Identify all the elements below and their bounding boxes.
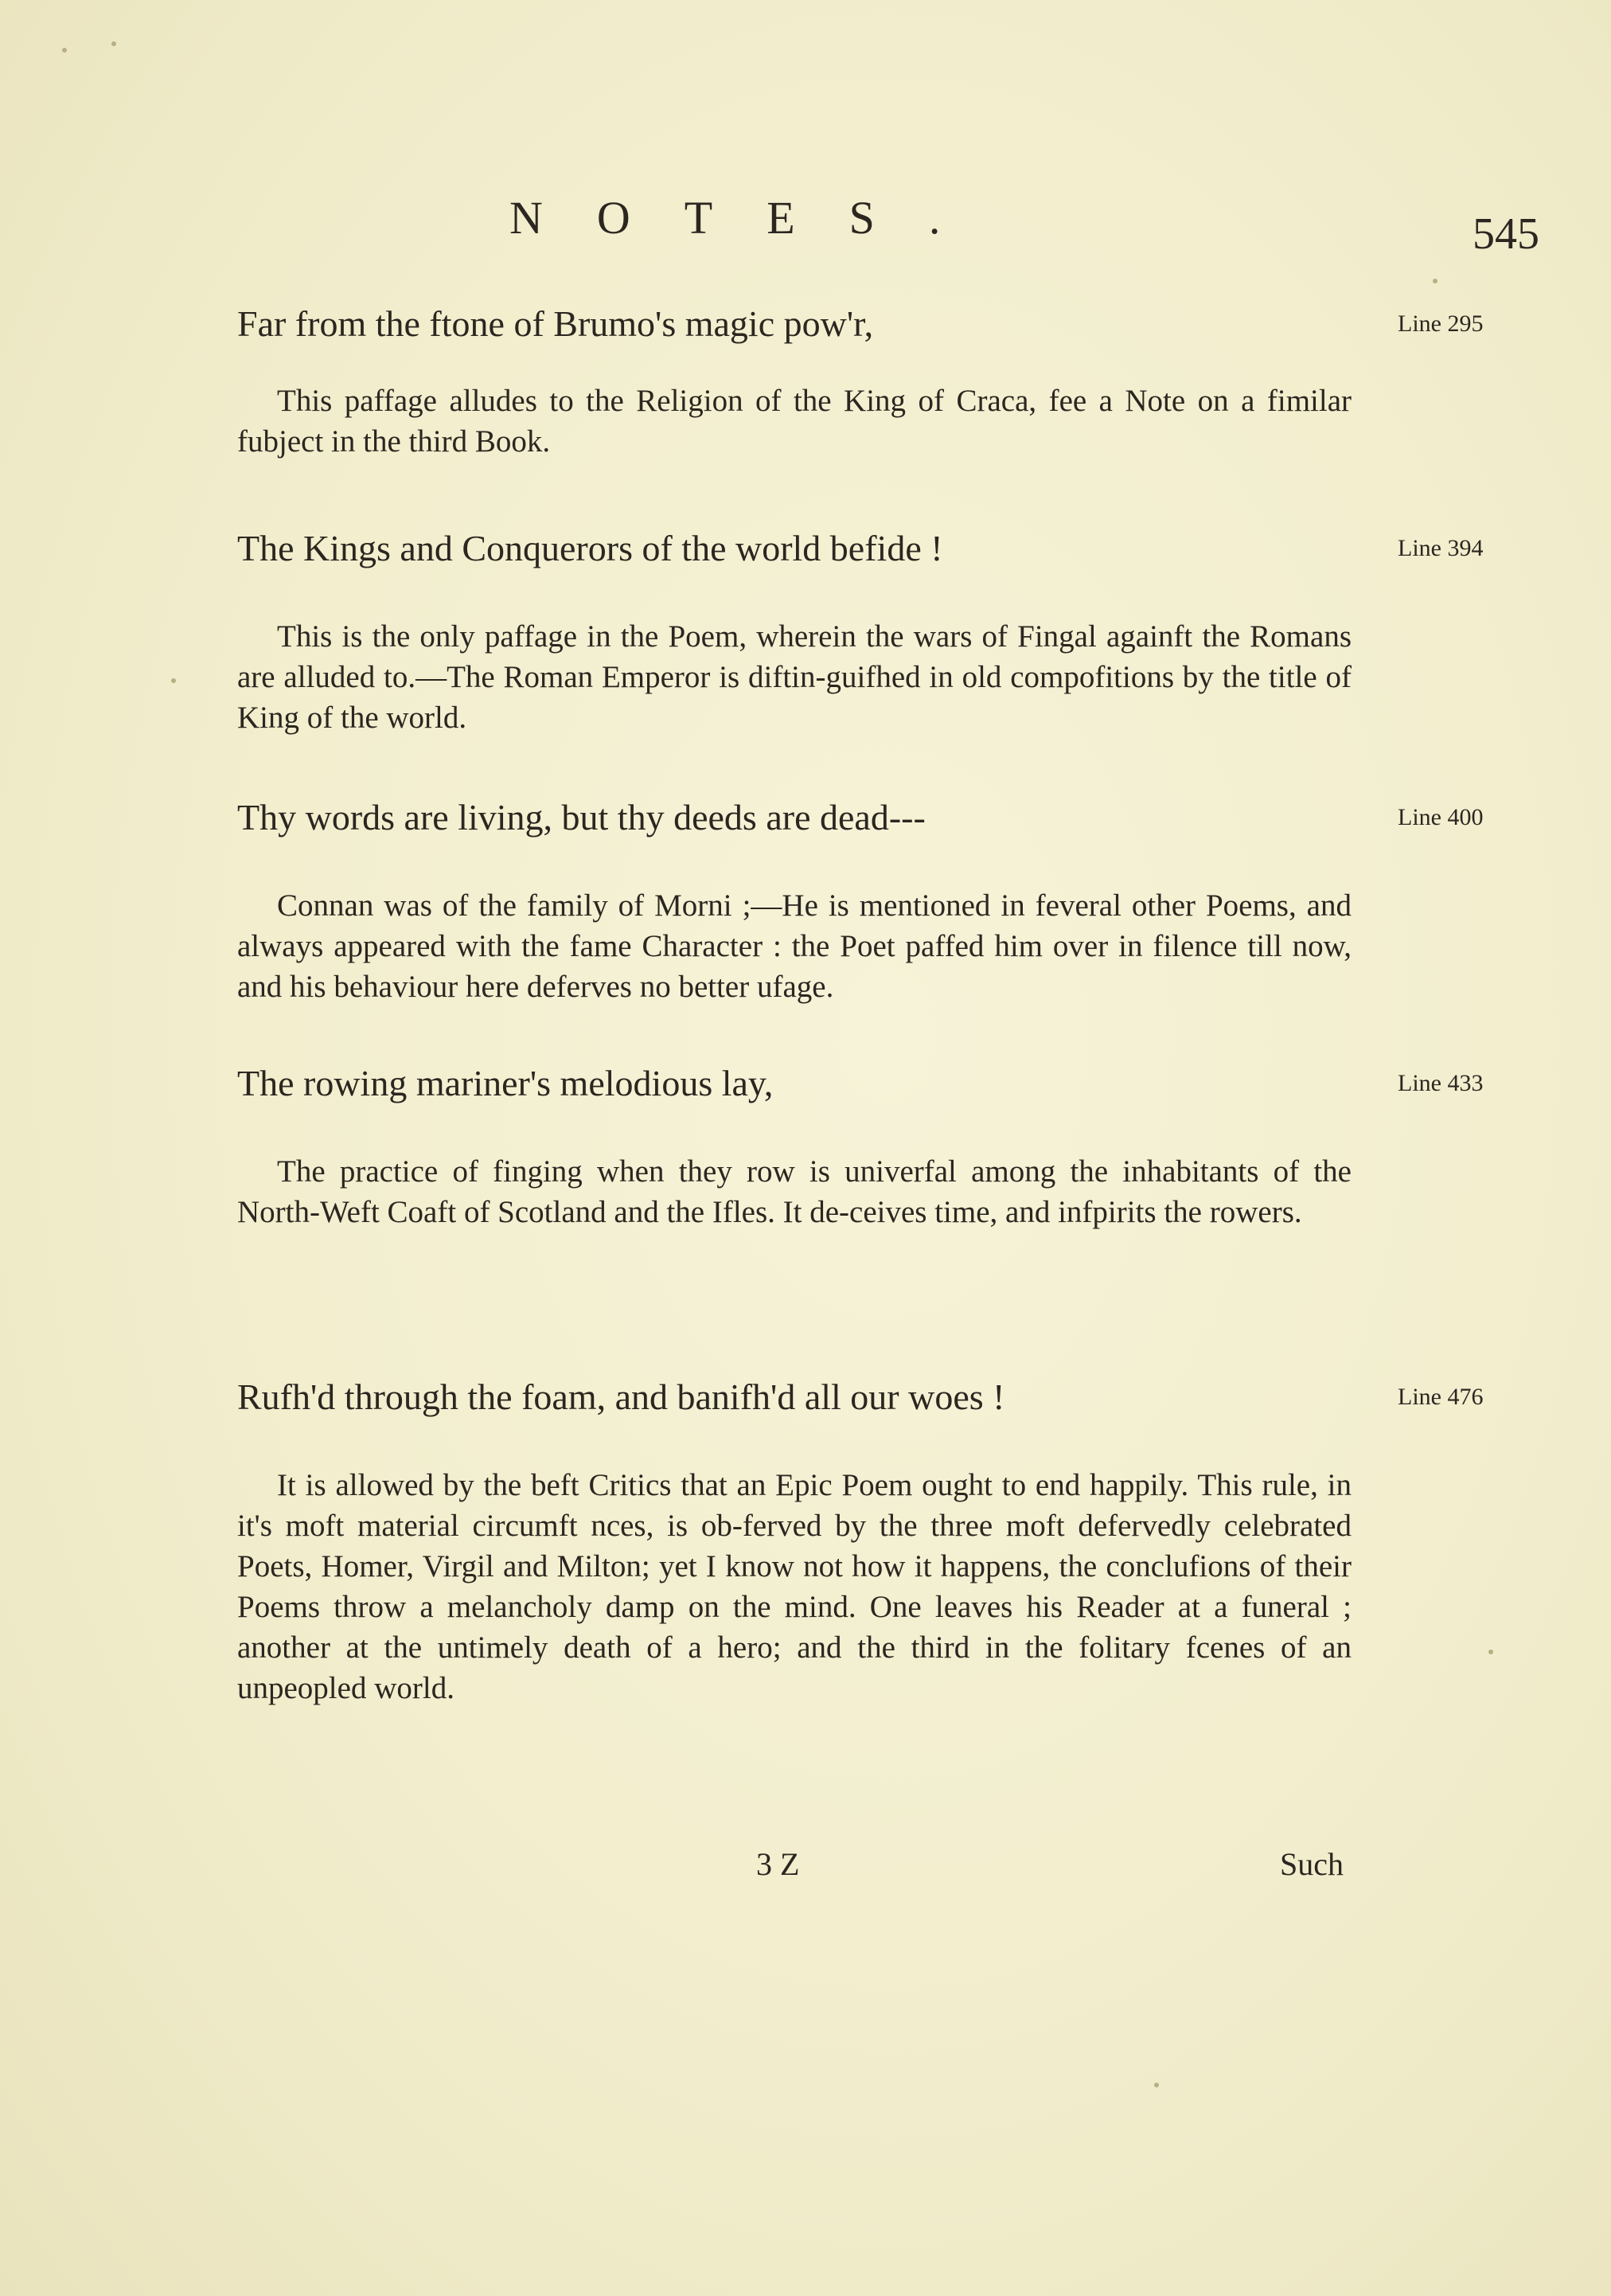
catchword: Such bbox=[1280, 1846, 1344, 1882]
line-reference: Line 433 bbox=[1398, 1070, 1484, 1096]
paper-speck bbox=[171, 678, 176, 683]
note-text: The practice of finging when they row is univerfal among the inhabitants of the North-Weft Coaft of Scotland and the Ifles. It de-ceives time, and infpirits the rowers. bbox=[237, 1154, 1352, 1229]
page-number: 545 bbox=[1473, 209, 1539, 259]
line-reference: Line 476 bbox=[1398, 1384, 1484, 1410]
line-reference: Line 295 bbox=[1398, 310, 1484, 337]
verse-quote: The Kings and Conquerors of the world befide ! bbox=[237, 528, 943, 568]
note-entry-1 bbox=[237, 303, 1527, 462]
paper-speck bbox=[1433, 279, 1437, 283]
line-reference: Line 400 bbox=[1398, 804, 1484, 830]
paper-speck bbox=[111, 41, 116, 46]
note-text: It is allowed by the beft Critics that an Epic Poem ought to end happily. This rule, in it's moft material circumft nces, is ob-ferved by the three moft defervedly celebrated Poets, Homer, Virgil and Milton; yet I know not how it happens, the conclufions of their Poems throw a melancholy damp on the mind. One leaves his Reader at a funeral ; another at the untimely death of a hero; and the third in the folitary fcenes of an unpeopled world. bbox=[237, 1468, 1352, 1705]
page-title: NOTES. bbox=[509, 192, 995, 244]
paper-speck bbox=[1488, 1650, 1493, 1654]
verse-quote: The rowing mariner's melodious lay, bbox=[237, 1063, 774, 1103]
verse-quote: Far from the ftone of Brumo's magic pow'r, bbox=[237, 303, 874, 344]
note-text: This paffage alludes to the Religion of the King of Craca, fee a Note on a fimilar fubject in the third Book. bbox=[237, 384, 1352, 459]
note-entry-4 bbox=[237, 1062, 1527, 1232]
verse-quote: Rufh'd through the foam, and banifh'd all our woes ! bbox=[237, 1376, 1005, 1417]
line-reference: Line 394 bbox=[1398, 535, 1484, 561]
verse-quote: Thy words are living, but thy deeds are dead--- bbox=[237, 797, 926, 838]
paper-speck bbox=[1154, 2083, 1159, 2087]
note-text: This is the only paffage in the Poem, wherein the wars of Fingal againft the Romans are alluded to.—The Roman Emperor is diftin-guifhed in old compofitions by the title of King of the world. bbox=[237, 619, 1352, 735]
note-entry-3 bbox=[237, 796, 1527, 1007]
paper-speck bbox=[62, 48, 67, 53]
note-entry-5 bbox=[237, 1376, 1527, 1708]
note-text: Connan was of the family of Morni ;—He is mentioned in feveral other Poems, and always appeared with the fame Character : the Poet paffed him over in filence till now, and his behaviour here deferves no better ufage. bbox=[237, 888, 1352, 1004]
note-entry-2 bbox=[237, 527, 1527, 738]
signature-mark: 3 Z bbox=[756, 1846, 800, 1882]
